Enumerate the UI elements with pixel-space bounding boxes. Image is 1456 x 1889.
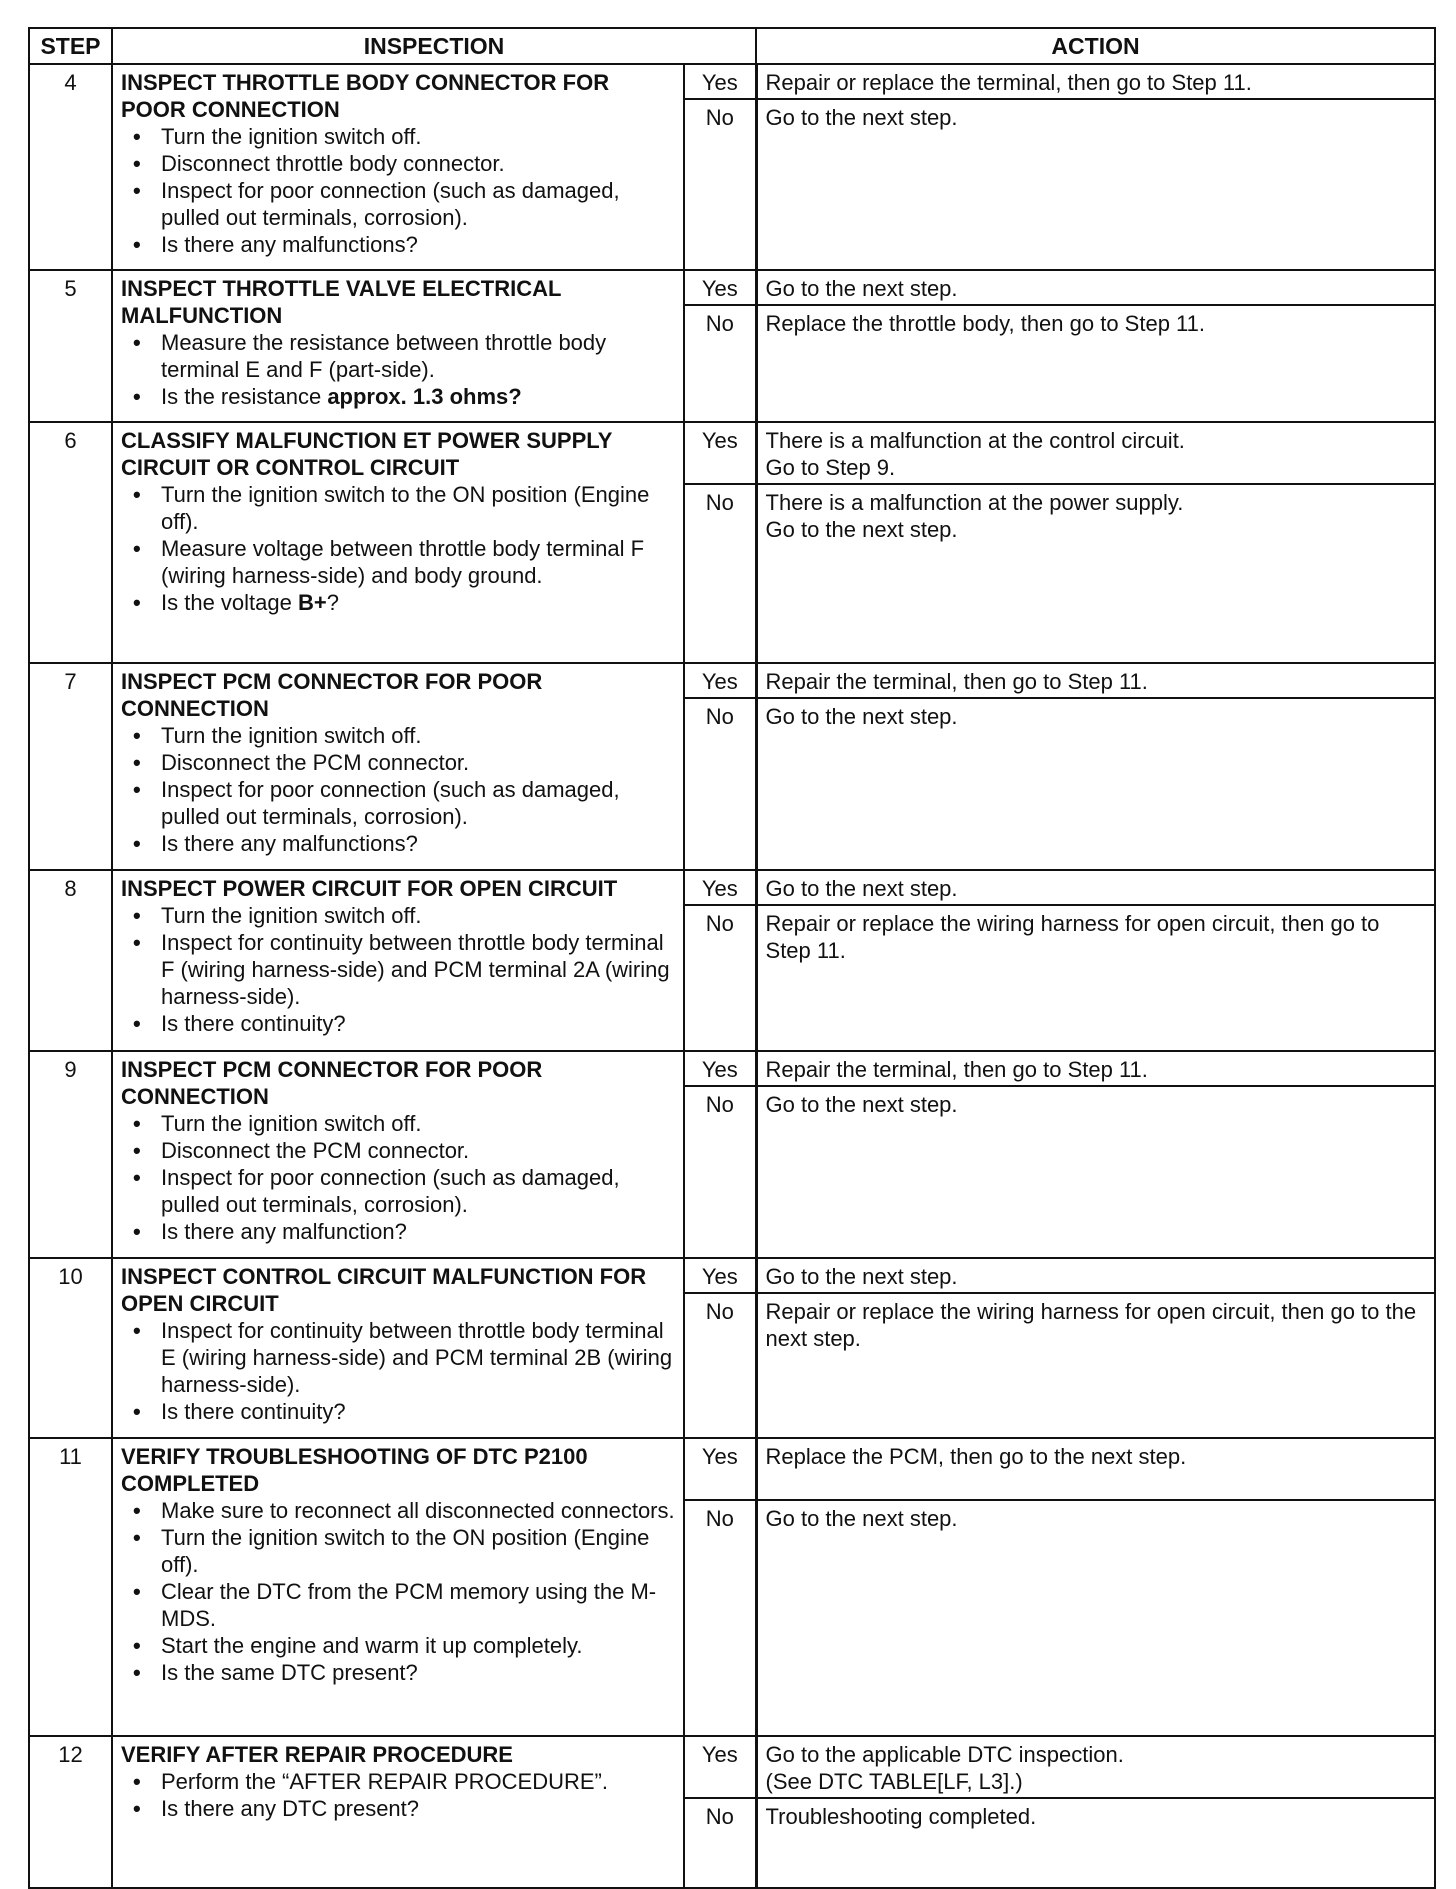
no-label: No [684,99,756,270]
yes-label: Yes [684,270,756,305]
inspection-cell [112,1051,684,1258]
yes-label: Yes [684,1736,756,1798]
yes-action-line: Replace the PCM, then go to the next step. [765,1444,1187,1469]
inspection-item: • Turn the ignition switch off. [161,722,677,749]
inspection-item [161,589,677,616]
no-action [756,905,1435,1051]
no-action-line: Troubleshooting completed. [765,1804,1037,1829]
header-row [29,28,1435,64]
yes-label: Yes [684,1438,756,1500]
yes-action [756,422,1435,484]
inspection-item: • Clear the DTC from the PCM memory using the M-MDS. [161,1578,677,1632]
inspection-item: • Turn the ignition switch off. [161,123,677,150]
no-action [756,1500,1435,1736]
no-action [756,1086,1435,1258]
inspection-list [121,1497,677,1686]
yes-label: Yes [684,422,756,484]
inspection-cell [112,870,684,1051]
inspection-list [121,123,677,258]
yes-action-line: Go to the next step. [765,876,958,901]
inspection-item: • Make sure to reconnect all disconnected connectors. [161,1497,677,1524]
table-row [29,870,1435,905]
inspection-item: • Is the same DTC present? [161,1659,677,1686]
inspection-list [121,722,677,857]
inspection-list [121,481,677,616]
yes-action-line: Repair the terminal, then go to Step 11. [765,1057,1148,1082]
yes-action [756,1051,1435,1086]
inspection-item: • Is there any DTC present? [161,1795,677,1822]
yes-action-line: Repair or replace the terminal, then go to Step 11. [765,70,1252,95]
inspection-cell [112,1258,684,1438]
inspection-list [121,1110,677,1245]
inspection-item-text: Is the voltage [161,590,298,615]
inspection-cell [112,270,684,422]
yes-label: Yes [684,870,756,905]
inspection-list [121,1317,677,1425]
inspection-title: INSPECT POWER CIRCUIT FOR OPEN CIRCUIT [121,876,618,901]
inspection-item: • Disconnect throttle body connector. [161,150,677,177]
no-label: No [684,905,756,1051]
no-label: No [684,1500,756,1736]
yes-action [756,1438,1435,1500]
inspection-item-text: Is the resistance [161,384,328,409]
inspection-cell [112,64,684,270]
step-number: 5 [29,270,112,422]
inspection-item: • Inspect for poor connection (such as damaged, pulled out terminals, corrosion). [161,1164,677,1218]
inspection-item: • Start the engine and warm it up completely. [161,1632,677,1659]
table-row [29,1258,1435,1293]
inspection-cell [112,1438,684,1736]
no-action-line: Go to the next step. [765,1092,958,1117]
inspection-list [121,1768,677,1822]
inspection-table [28,27,1436,1889]
table-row [29,663,1435,698]
inspection-item: • Perform the “AFTER REPAIR PROCEDURE”. [161,1768,677,1795]
inspection-title: INSPECT PCM CONNECTOR FOR POOR CONNECTION [121,1057,543,1109]
yes-action [756,1258,1435,1293]
inspection-item: • Is there any malfunctions? [161,231,677,258]
step-number: 8 [29,870,112,1051]
inspection-title: VERIFY TROUBLESHOOTING OF DTC P2100 COMPLETED [121,1444,588,1496]
inspection-cell [112,1736,684,1888]
table-body [29,64,1435,1888]
inspection-item: • Turn the ignition switch off. [161,902,677,929]
table-row [29,64,1435,99]
no-label: No [684,1293,756,1438]
inspection-item: • Is there continuity? [161,1398,677,1425]
no-action-line: Go to the next step. [765,704,958,729]
step-number: 11 [29,1438,112,1736]
no-label: No [684,484,756,663]
no-action [756,484,1435,663]
table-row [29,270,1435,305]
yes-action [756,64,1435,99]
inspection-item [161,383,677,410]
yes-action [756,663,1435,698]
step-number: 7 [29,663,112,870]
inspection-item: • Measure the resistance between throttle body terminal E and F (part-side). [161,329,677,383]
yes-action-line: (See DTC TABLE[LF, L3].) [765,1769,1023,1794]
inspection-item: • Inspect for continuity between throttle body terminal F (wiring harness-side) and PCM terminal 2A (wiring harness-side). [161,929,677,1010]
inspection-title: INSPECT THROTTLE VALVE ELECTRICAL MALFUNCTION [121,276,562,328]
no-action-line: Repair or replace the wiring harness for open circuit, then go to the next step. [765,1299,1417,1351]
yes-label: Yes [684,64,756,99]
no-action [756,305,1435,422]
inspection-item: • Disconnect the PCM connector. [161,1137,677,1164]
no-label: No [684,1798,756,1888]
header-inspection: INSPECTION [112,28,756,64]
inspection-item: • Turn the ignition switch off. [161,1110,677,1137]
no-action-line: Repair or replace the wiring harness for open circuit, then go to Step 11. [765,911,1380,963]
yes-action-line: Go to Step 9. [765,455,896,480]
inspection-item-suffix: ? [326,590,339,615]
yes-action [756,270,1435,305]
yes-action [756,1736,1435,1798]
no-action [756,1798,1435,1888]
table-row [29,1438,1435,1500]
table-row [29,1736,1435,1798]
inspection-item: • Inspect for poor connection (such as damaged, pulled out terminals, corrosion). [161,776,677,830]
yes-action-line: Go to the next step. [765,276,958,301]
inspection-item: • Is there continuity? [161,1010,677,1037]
inspection-title: CLASSIFY MALFUNCTION ET POWER SUPPLY CIRCUIT OR CONTROL CIRCUIT [121,428,612,480]
no-action [756,698,1435,870]
inspection-item: • Is there any malfunctions? [161,830,677,857]
no-label: No [684,305,756,422]
yes-label: Yes [684,663,756,698]
inspection-cell [112,663,684,870]
no-label: No [684,1086,756,1258]
yes-action [756,870,1435,905]
no-action-line: Replace the throttle body, then go to Step 11. [765,311,1205,336]
inspection-item: • Is there any malfunction? [161,1218,677,1245]
inspection-item: • Disconnect the PCM connector. [161,749,677,776]
step-number: 9 [29,1051,112,1258]
yes-label: Yes [684,1051,756,1086]
step-number: 4 [29,64,112,270]
step-number: 12 [29,1736,112,1888]
header-step: STEP [29,28,112,64]
no-action-line: Go to the next step. [765,517,958,542]
yes-action-line: Go to the next step. [765,1264,958,1289]
inspection-item: • Inspect for poor connection (such as damaged, pulled out terminals, corrosion). [161,177,677,231]
yes-action-line: There is a malfunction at the control circuit. [765,428,1185,453]
inspection-title: INSPECT CONTROL CIRCUIT MALFUNCTION FOR OPEN CIRCUIT [121,1264,647,1316]
table-row [29,1051,1435,1086]
yes-label: Yes [684,1258,756,1293]
table-row [29,422,1435,484]
inspection-list [121,902,677,1037]
no-action-line: Go to the next step. [765,105,958,130]
yes-action-line: Repair the terminal, then go to Step 11. [765,669,1148,694]
no-action-line: Go to the next step. [765,1506,958,1531]
yes-action-line: Go to the applicable DTC inspection. [765,1742,1124,1767]
inspection-list [121,329,677,410]
no-action [756,99,1435,270]
inspection-item: • Turn the ignition switch to the ON position (Engine off). [161,1524,677,1578]
inspection-item-value: approx. 1.3 ohms? [327,384,522,409]
inspection-cell [112,422,684,663]
header-action: ACTION [756,28,1435,64]
inspection-title: INSPECT THROTTLE BODY CONNECTOR FOR POOR CONNECTION [121,70,610,122]
step-number: 10 [29,1258,112,1438]
no-action-line: There is a malfunction at the power supply. [765,490,1184,515]
inspection-item: • Measure voltage between throttle body terminal F (wiring harness-side) and body ground. [161,535,677,589]
step-number: 6 [29,422,112,663]
inspection-item-value: B+ [297,590,327,615]
inspection-title: VERIFY AFTER REPAIR PROCEDURE [121,1742,513,1767]
inspection-item: • Turn the ignition switch to the ON position (Engine off). [161,481,677,535]
no-action [756,1293,1435,1438]
inspection-item: • Inspect for continuity between throttle body terminal E (wiring harness-side) and PCM terminal 2B (wiring harness-side). [161,1317,677,1398]
no-label: No [684,698,756,870]
inspection-title: INSPECT PCM CONNECTOR FOR POOR CONNECTION [121,669,543,721]
